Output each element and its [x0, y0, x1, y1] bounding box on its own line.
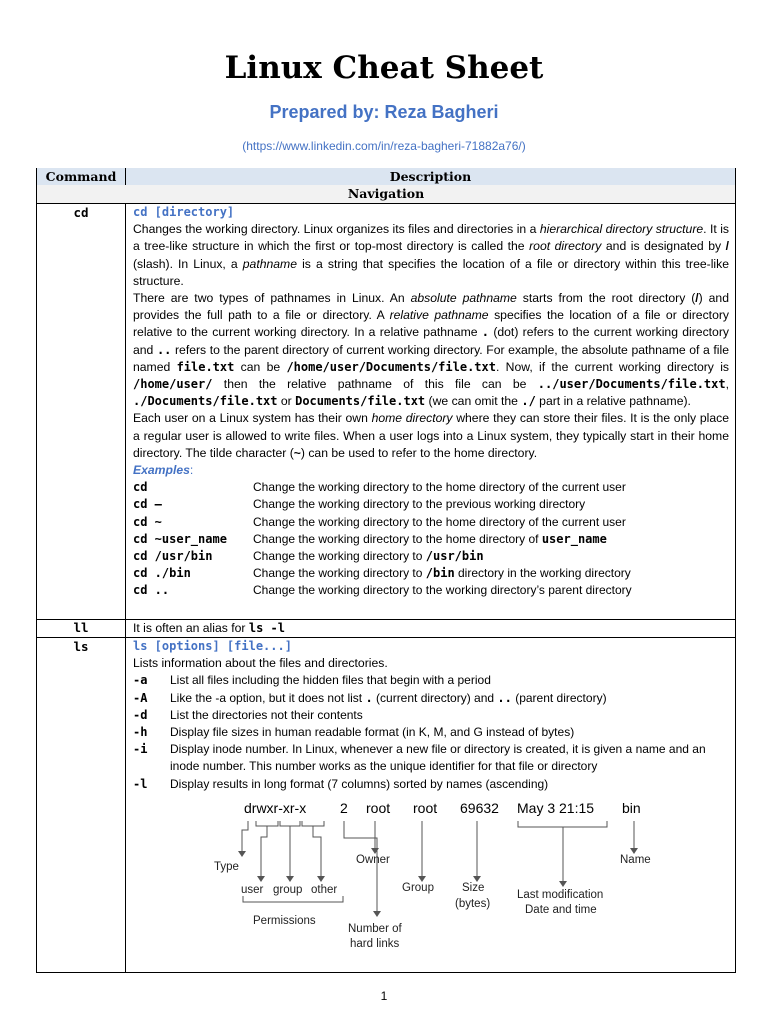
diagram-permissions: drwxr-xr-x: [244, 800, 307, 816]
example-row: cd – Change the working directory to the previous working directory: [133, 497, 586, 512]
label-group: Group: [402, 882, 434, 894]
command-ll: ll: [73, 620, 89, 635]
example-row: cd /usr/bin Change the working directory to /usr/bin: [133, 549, 484, 564]
example-row: cd Change the working directory to the home directory of the current user: [133, 480, 626, 495]
label-size-2: (bytes): [455, 898, 491, 910]
label-hard-links-1: Number of: [348, 923, 402, 935]
command-cd: cd: [73, 205, 89, 220]
label-hard-links-2: hard links: [350, 938, 400, 950]
option-row: -d List the directories not their contents: [133, 707, 363, 722]
cd-syntax: cd [directory]: [133, 205, 235, 219]
ls-description: [133, 638, 729, 793]
ll-description: It is often an alias for ls -l: [133, 621, 285, 635]
diagram-date: May 3 21:15: [517, 800, 595, 816]
cd-paragraph-2: There are two types of pathnames in Linux. An absolute pathname starts from the root directory (/) and provides the full path to a file or directory. A relative pathname specifies the location of a file or directory relative to the current working directory. In a relative pathname . (dot) refers to the current working directory and .. refers to the parent directory of current working directory. For example, the absolute pathname of a file named file.txt can be /home/user/Documents/file.txt. Now, if the current working directory is /home/user/ then the relative pathname of this file can be ../user/Documents/file.txt, ./Documents/file.txt or Documents/file.txt (we can omit the ./ part in a relative pathname).: [133, 291, 729, 409]
page-title: Linux Cheat Sheet: [224, 50, 544, 86]
label-type: Type: [214, 861, 239, 873]
example-row: cd ~ Change the working directory to the home directory of the current user: [133, 514, 626, 529]
label-other: other: [311, 884, 338, 896]
command-ls: ls: [73, 639, 89, 654]
example-row: cd ~user_name Change the working directory to the home directory of user_name: [133, 531, 607, 546]
header-command: Command: [37, 168, 125, 185]
option-row: -l Display results in long format (7 columns) sorted by names (ascending): [133, 776, 549, 791]
ls-intro: Lists information about the files and directories.: [133, 656, 388, 671]
examples-heading: Examples:: [133, 463, 194, 478]
diagram-links: 2: [340, 800, 348, 816]
label-name: Name: [620, 854, 651, 866]
example-row: cd .. Change the working directory to the working directory’s parent directory: [133, 583, 632, 598]
label-size-1: Size: [462, 882, 485, 894]
label-owner: Owner: [356, 854, 390, 866]
label-modification-1: Last modification: [517, 889, 604, 901]
column-divider: [125, 168, 126, 973]
ls-syntax: ls [options] [file...]: [133, 639, 292, 653]
cd-paragraph-1: Changes the working directory. Linux organizes its files and directories in a hierarchical directory structure. It is a tree-like structure in which the first or top-most directory is called the root directory and is designated by / (slash). In Linux, a pathname is a string that specifies the location of a file or directory within this tree-like structure.: [133, 222, 730, 288]
author-link[interactable]: (https://www.linkedin.com/in/reza-bagheri-71882a76/): [242, 139, 526, 153]
label-user: user: [241, 884, 264, 896]
option-row: -h Display file sizes in human readable format (in K, M, and G instead of bytes): [133, 725, 575, 740]
examples-list: [133, 479, 729, 599]
option-row: -i Display inode number. In Linux, whenever a new file or directory is created, it is given a name and an inode number. This number works as the unique identifier for that file or directory: [133, 742, 706, 774]
author-line: Prepared by: Reza Bagheri: [269, 102, 499, 122]
diagram-name: bin: [622, 800, 641, 816]
cd-paragraph-3: Each user on a Linux system has their own home directory where they can store their files. It is the only place a regular user is allowed to write files. When a user logs into a Linux system, they typically start in their home directory. The tilde character (~) can be used to refer to the home directory.: [133, 411, 729, 460]
ls-long-format-diagram: [200, 796, 670, 958]
diagram-owner: root: [366, 800, 391, 816]
option-row: -a List all files including the hidden files that begin with a period: [133, 673, 491, 688]
label-permissions: Permissions: [253, 915, 316, 927]
label-group-perm: group: [273, 884, 303, 896]
example-row: cd ./bin Change the working directory to /bin directory in the working directory: [133, 566, 631, 581]
section-navigation: Navigation: [37, 185, 735, 203]
page-number: 1: [380, 989, 388, 1003]
label-modification-2: Date and time: [525, 904, 597, 916]
diagram-size: 69632: [460, 800, 499, 816]
diagram-group: root: [413, 800, 438, 816]
header-description: Description: [126, 168, 735, 185]
option-row: -A Like the -a option, but it does not list . (current directory) and .. (parent directory): [133, 690, 607, 705]
cd-description: [133, 204, 729, 600]
